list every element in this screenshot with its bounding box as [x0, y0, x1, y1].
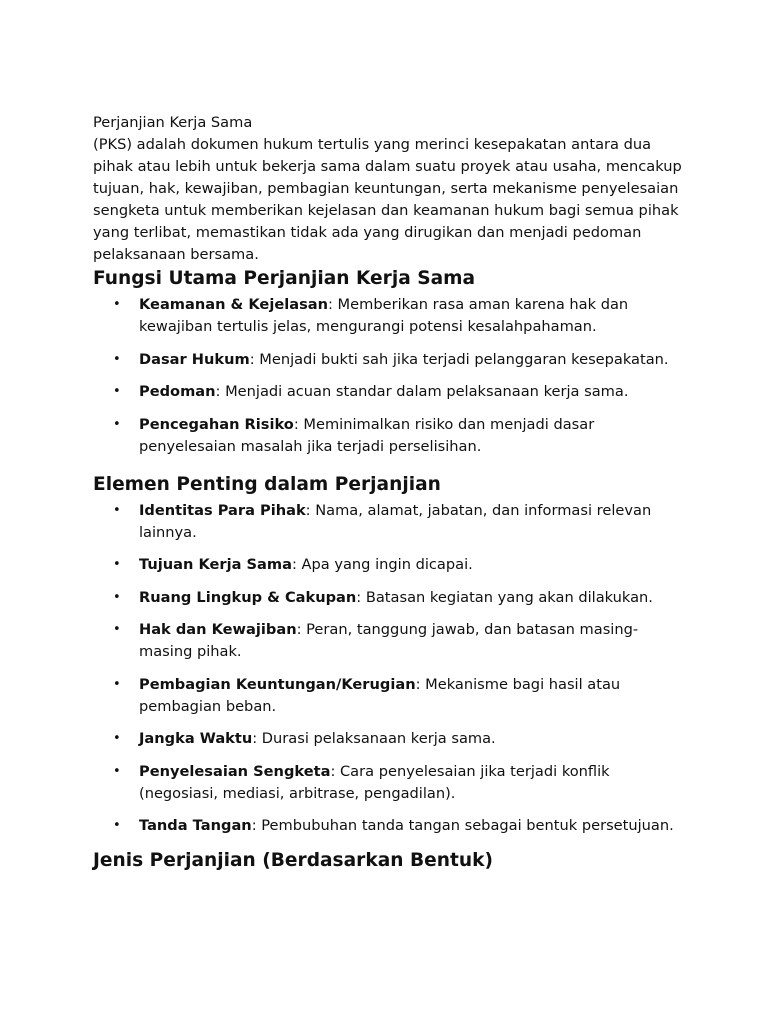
item-term: Tujuan Kerja Sama — [139, 556, 292, 573]
item-term: Dasar Hukum — [139, 350, 250, 368]
item-desc: : Cara penyelesaian jika terjadi konflik (negosiasi, mediasi, arbitrase, pengadilan). — [139, 762, 610, 802]
item-term: Pedoman — [139, 383, 216, 400]
list-item — [93, 761, 683, 805]
item-desc: : Peran, tanggung jawab, dan batasan masing-masing pihak. — [139, 621, 639, 660]
item-term: Penyelesaian Sengketa — [139, 762, 331, 780]
item-desc: : Batasan kegiatan yang akan dilakukan. — [356, 588, 653, 606]
item-desc: : Memberikan rasa aman karena hak dan kewajiban tertulis jelas, mengurangi potensi kesalahpahaman. — [139, 296, 629, 335]
item-term: Ruang Lingkup & Cakupan — [139, 588, 357, 606]
list-item — [93, 728, 683, 750]
document-page — [93, 112, 683, 874]
list-item — [93, 294, 683, 338]
jenis-heading: Jenis Perjanjian (Berdasarkan Bentuk) — [93, 849, 493, 871]
item-desc: : Menjadi acuan standar dalam pelaksanaan kerja sama. — [215, 383, 629, 400]
fungsi-heading: Fungsi Utama Perjanjian Kerja Sama — [93, 268, 476, 289]
list-item — [93, 500, 683, 544]
item-term: Identitas Para Pihak — [139, 501, 306, 519]
item-desc: : Nama, alamat, jabatan, dan informasi relevan lainnya. — [139, 501, 652, 541]
list-item — [93, 587, 683, 609]
item-desc: : Mekanisme bagi hasil atau pembagian beban. — [139, 675, 621, 715]
item-desc: : Durasi pelaksanaan kerja sama. — [252, 730, 496, 747]
elemen-list — [93, 500, 683, 838]
list-item — [93, 554, 683, 576]
item-desc: : Pembubuhan tanda tangan sebagai bentuk persetujuan. — [251, 817, 674, 834]
list-item — [93, 674, 683, 718]
list-item — [93, 619, 683, 663]
item-desc: : Menjadi bukti sah jika terjadi pelanggaran kesepakatan. — [249, 350, 669, 368]
list-item — [93, 349, 683, 371]
fungsi-list — [93, 294, 683, 458]
item-term: Pembagian Keuntungan/Kerugian — [139, 675, 416, 693]
list-item — [93, 815, 683, 837]
list-item — [93, 381, 683, 403]
list-item — [93, 414, 683, 458]
item-desc: : Apa yang ingin dicapai. — [291, 556, 473, 573]
intro-title: Perjanjian Kerja Sama — [93, 114, 253, 131]
item-term: Pencegahan Risiko — [139, 415, 294, 433]
item-term: Keamanan & Kejelasan — [139, 296, 328, 313]
item-term: Hak dan Kewajiban — [139, 621, 297, 638]
item-term: Tanda Tangan — [139, 817, 252, 834]
intro-body: (PKS) adalah dokumen hukum tertulis yang merinci kesepakatan antara dua pihak atau lebih untuk bekerja sama dalam suatu proyek atau usaha, mencakup tujuan, hak, kewajiban, pembagian keuntungan, serta mekanisme penyelesaian sengketa untuk memberikan kejelasan dan keamanan hukum bagi semua pihak yang terlibat, memastikan tidak ada yang dirugikan dan menjadi pedoman pelaksanaan bersama. — [93, 136, 682, 263]
elemen-heading: Elemen Penting dalam Perjanjian — [93, 473, 441, 495]
item-desc: : Meminimalkan risiko dan menjadi dasar penyelesaian masalah jika terjadi perselisihan. — [139, 415, 595, 455]
item-term: Jangka Waktu — [139, 730, 253, 747]
